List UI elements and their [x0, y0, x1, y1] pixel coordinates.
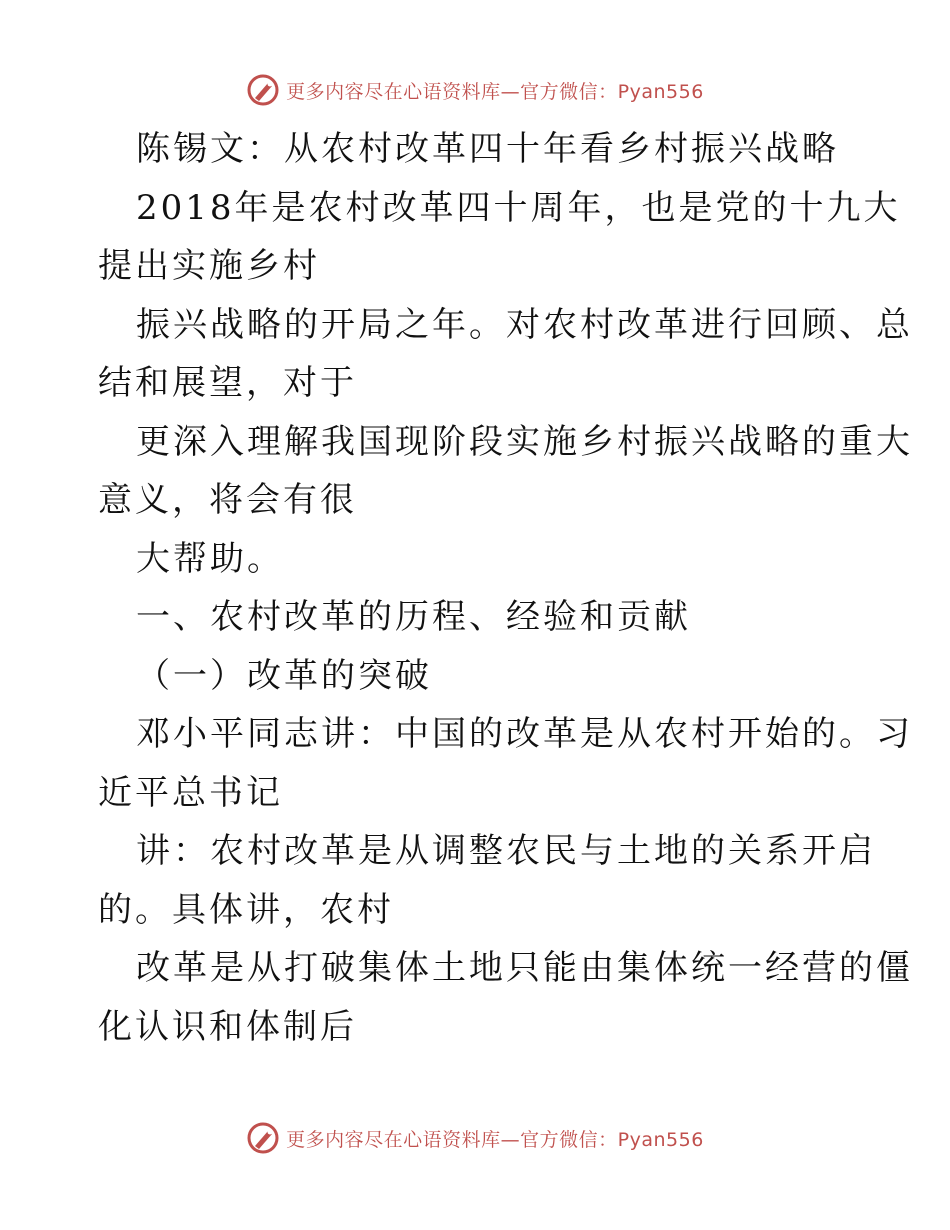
pen-seal-icon: [246, 1121, 280, 1155]
text-line: 振兴战略的开局之年。对农村改革进行回顾、总: [136, 304, 913, 345]
text-line: 结和展望，对于: [98, 363, 357, 403]
footer-watermark: [0, 1118, 950, 1158]
text-line: 化认识和体制后: [98, 1006, 357, 1047]
document-body: [98, 120, 913, 1056]
text-line: 改革是从打破集体土地只能由集体统一经营的僵: [136, 948, 913, 988]
pen-seal-icon: [246, 73, 280, 107]
header-watermark: [0, 70, 950, 110]
text-line: 讲：农村改革是从调整农民与土地的关系开启: [136, 831, 876, 871]
text-line: 的。具体讲，农村: [98, 889, 394, 930]
text-line: 近平总书记: [98, 772, 283, 813]
text-line: 邓小平同志讲：中国的改革是从农村开始的。习: [136, 714, 913, 754]
text-line: 大帮助。: [136, 538, 284, 579]
text-line: 一、农村改革的历程、经验和贡献: [136, 597, 691, 637]
text-line: 2018年是农村改革四十周年，也是党的十九大: [136, 187, 901, 228]
watermark-text: 更多内容尽在心语资料库—官方微信：Pyan556: [286, 80, 704, 103]
text-line: 更深入理解我国现阶段实施乡村振兴战略的重大: [136, 421, 913, 462]
text-line: 意义，将会有很: [98, 480, 357, 520]
text-line: 陈锡文：从农村改革四十年看乡村振兴战略: [136, 129, 839, 169]
watermark-text: 更多内容尽在心语资料库—官方微信：Pyan556: [286, 1128, 704, 1151]
text-line: （一）改革的突破: [136, 655, 432, 696]
text-line: 提出实施乡村: [98, 246, 320, 286]
